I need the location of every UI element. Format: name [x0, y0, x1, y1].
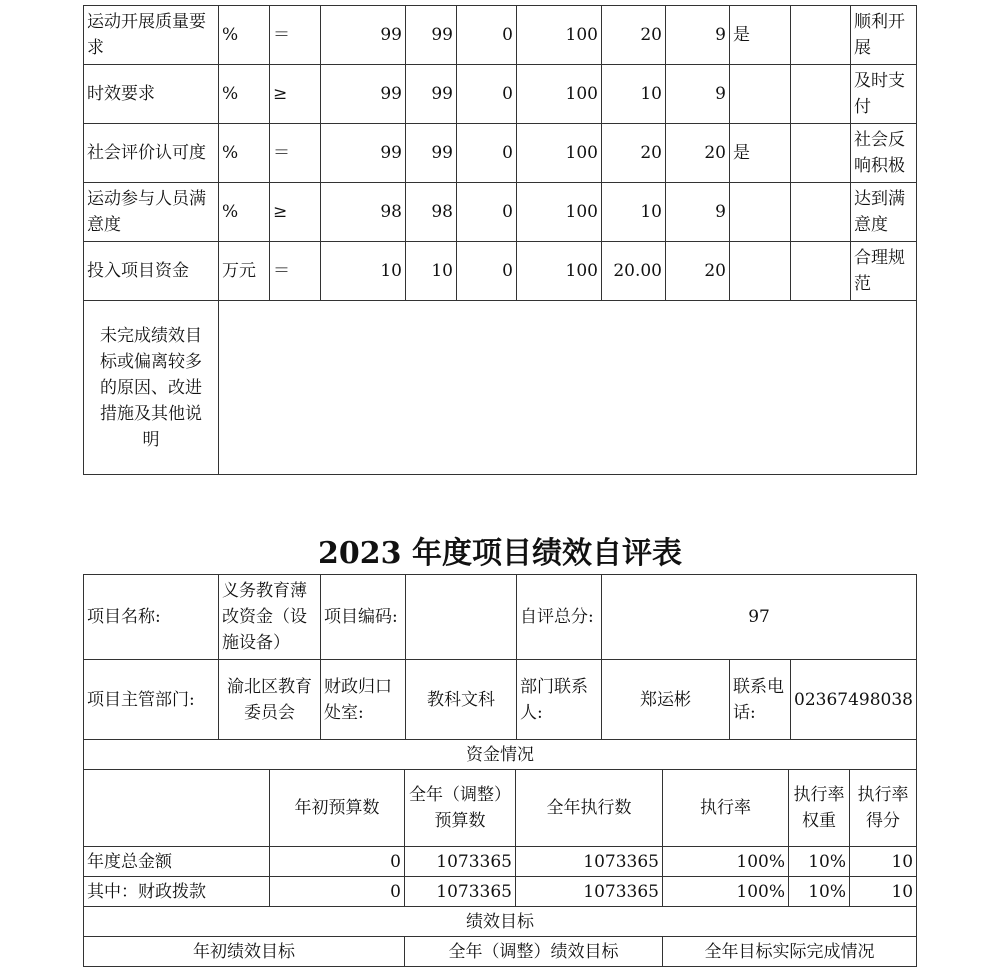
funds-budget: 0	[270, 877, 405, 907]
indicator-target: 99	[321, 65, 406, 124]
indicator-hundred: 100	[517, 242, 602, 301]
indicator-zero: 0	[457, 183, 517, 242]
phone-label: 联系电话:	[730, 660, 791, 740]
indicator-row	[84, 124, 917, 183]
goals-initial-header: 年初绩效目标	[84, 937, 405, 967]
goals-section-label: 绩效目标	[84, 907, 917, 937]
indicator-unit: %	[219, 6, 270, 65]
indicator-row	[84, 183, 917, 242]
indicator-flag	[730, 183, 791, 242]
header-adjusted-budget: 全年（调整）预算数	[405, 770, 516, 847]
header-executed: 全年执行数	[516, 770, 663, 847]
indicator-note: 及时支付	[851, 65, 917, 124]
indicator-flag: 是	[730, 6, 791, 65]
indicator-zero: 0	[457, 6, 517, 65]
contact-value: 郑运彬	[602, 660, 730, 740]
indicator-reason	[791, 124, 851, 183]
indicator-operator: ＝	[270, 242, 321, 301]
header-initial-budget: 年初预算数	[270, 770, 405, 847]
unfinished-label: 未完成绩效目标或偏离较多的原因、改进措施及其他说明	[84, 301, 219, 475]
funds-row-label: 其中：财政拨款	[84, 877, 270, 907]
header-exec-rate: 执行率	[663, 770, 789, 847]
indicator-note: 社会反响积极	[851, 124, 917, 183]
indicator-score: 20	[666, 242, 730, 301]
funds-score: 10	[850, 847, 917, 877]
indicator-unit: 万元	[219, 242, 270, 301]
project-code-label: 项目编码:	[321, 575, 406, 660]
goals-actual-header: 全年目标实际完成情况	[663, 937, 917, 967]
goals-header-row	[84, 937, 917, 967]
indicator-operator: ＝	[270, 6, 321, 65]
indicator-reason	[791, 6, 851, 65]
header-rate-weight: 执行率权重	[789, 770, 850, 847]
phone-value: 02367498038	[791, 660, 917, 740]
dept-value: 渝北区教育委员会	[219, 660, 321, 740]
indicator-row	[84, 65, 917, 124]
unfinished-row	[84, 301, 917, 475]
indicator-name: 运动参与人员满意度	[84, 183, 219, 242]
indicator-name: 投入项目资金	[84, 242, 219, 301]
indicator-operator: ＝	[270, 124, 321, 183]
dept-info-table	[83, 659, 917, 740]
indicator-note: 合理规范	[851, 242, 917, 301]
funds-weight: 10%	[789, 847, 850, 877]
project-code-value	[406, 575, 517, 660]
funds-executed: 1073365	[516, 877, 663, 907]
indicator-weight: 20	[602, 124, 666, 183]
indicator-weight: 20	[602, 6, 666, 65]
indicator-name: 运动开展质量要求	[84, 6, 219, 65]
funds-executed: 1073365	[516, 847, 663, 877]
indicator-target: 10	[321, 242, 406, 301]
indicator-target: 98	[321, 183, 406, 242]
indicator-target: 99	[321, 124, 406, 183]
page-title: 2023 年度项目绩效自评表	[318, 536, 682, 571]
indicator-reason	[791, 183, 851, 242]
project-name-value: 义务教育薄改资金（设施设备）	[219, 575, 321, 660]
indicator-hundred: 100	[517, 65, 602, 124]
indicator-zero: 0	[457, 242, 517, 301]
indicator-reason	[791, 242, 851, 301]
indicator-name: 社会评价认可度	[84, 124, 219, 183]
indicator-flag	[730, 65, 791, 124]
self-score-label: 自评总分:	[517, 575, 602, 660]
funds-header-row	[84, 770, 917, 847]
indicator-row	[84, 242, 917, 301]
indicator-score: 20	[666, 124, 730, 183]
project-info-table	[83, 574, 917, 660]
funds-row	[84, 877, 917, 907]
goals-adjusted-header: 全年（调整）绩效目标	[405, 937, 663, 967]
dept-row	[84, 660, 917, 740]
indicator-operator: ≥	[270, 65, 321, 124]
indicator-score: 9	[666, 6, 730, 65]
office-label: 财政归口处室:	[321, 660, 406, 740]
contact-label: 部门联系人:	[517, 660, 602, 740]
indicator-actual: 98	[406, 183, 457, 242]
indicator-unit: %	[219, 65, 270, 124]
indicator-score: 9	[666, 65, 730, 124]
funds-section-label: 资金情况	[84, 740, 917, 770]
indicator-note: 顺利开展	[851, 6, 917, 65]
indicator-note: 达到满意度	[851, 183, 917, 242]
funds-header-blank	[84, 770, 270, 847]
funds-table	[83, 739, 917, 967]
indicator-table	[83, 5, 917, 475]
indicator-hundred: 100	[517, 124, 602, 183]
indicator-score: 9	[666, 183, 730, 242]
funds-rate: 100%	[663, 877, 789, 907]
header-rate-score: 执行率得分	[850, 770, 917, 847]
funds-row-label: 年度总金额	[84, 847, 270, 877]
unfinished-value	[219, 301, 917, 475]
indicator-name: 时效要求	[84, 65, 219, 124]
indicator-zero: 0	[457, 65, 517, 124]
self-score-value: 97	[602, 575, 917, 660]
funds-adjusted: 1073365	[405, 847, 516, 877]
indicator-flag: 是	[730, 124, 791, 183]
indicator-operator: ≥	[270, 183, 321, 242]
funds-row	[84, 847, 917, 877]
indicator-actual: 99	[406, 124, 457, 183]
funds-weight: 10%	[789, 877, 850, 907]
indicator-reason	[791, 65, 851, 124]
dept-label: 项目主管部门:	[84, 660, 219, 740]
indicator-zero: 0	[457, 124, 517, 183]
indicator-target: 99	[321, 6, 406, 65]
indicator-hundred: 100	[517, 6, 602, 65]
indicator-weight: 20.00	[602, 242, 666, 301]
indicator-unit: %	[219, 124, 270, 183]
goals-section-row	[84, 907, 917, 937]
funds-score: 10	[850, 877, 917, 907]
indicator-actual: 99	[406, 6, 457, 65]
funds-adjusted: 1073365	[405, 877, 516, 907]
indicator-actual: 99	[406, 65, 457, 124]
indicator-actual: 10	[406, 242, 457, 301]
funds-budget: 0	[270, 847, 405, 877]
indicator-unit: %	[219, 183, 270, 242]
indicator-hundred: 100	[517, 183, 602, 242]
funds-section-row	[84, 740, 917, 770]
indicator-weight: 10	[602, 183, 666, 242]
project-row	[84, 575, 917, 660]
indicator-flag	[730, 242, 791, 301]
funds-rate: 100%	[663, 847, 789, 877]
office-value: 教科文科	[406, 660, 517, 740]
indicator-weight: 10	[602, 65, 666, 124]
indicator-row	[84, 6, 917, 65]
project-name-label: 项目名称:	[84, 575, 219, 660]
